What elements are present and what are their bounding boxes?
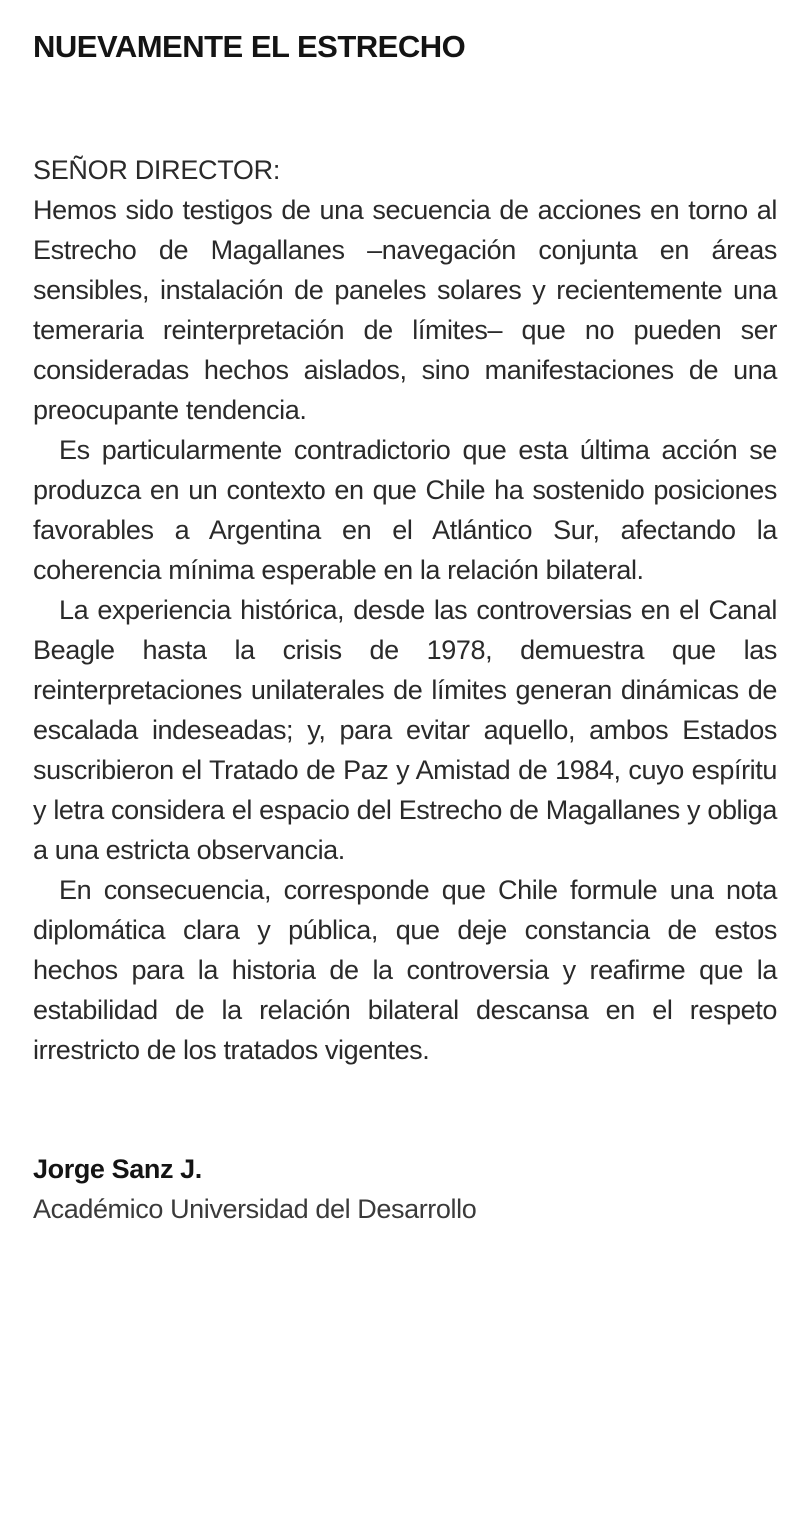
signature-block <box>33 1149 777 1229</box>
paragraph-3: La experiencia histórica, desde las controversias en el Canal Beagle hasta la crisis de 1978, demuestra que las reinterpretaciones unilaterales de límites generan dinámicas de escalada indeseadas; y, para evitar aquello, ambos Estados suscribieron el Tratado de Paz y Amistad de 1984, cuyo espíritu y letra considera el espacio del Estrecho de Magallanes y obliga a una estricta observancia. <box>33 595 777 865</box>
author-name: Jorge Sanz J. <box>33 1154 202 1184</box>
paragraph-1: Hemos sido testigos de una secuencia de acciones en torno al Estrecho de Magallanes –navegación conjunta en áreas sensibles, instalación de paneles solares y recientemente una temeraria reinterpretación de límites– que no pueden ser consideradas hechos aislados, sino manifestaciones de una preocupante tendencia. <box>33 195 777 425</box>
letter-to-editor <box>33 22 777 1229</box>
letter-headline: NUEVAMENTE EL ESTRECHO <box>33 29 466 64</box>
paragraph-4: En consecuencia, corresponde que Chile formule una nota diplomática clara y pública, que deje constancia de estos hechos para la historia de la controversia y reafirme que la estabilidad de la relación bilateral descansa en el respeto irrestricto de los tratados vigentes. <box>33 875 777 1065</box>
salutation: SEÑOR DIRECTOR: <box>33 155 281 185</box>
author-affiliation: Académico Universidad del Desarrollo <box>33 1194 477 1224</box>
letter-body <box>33 190 777 1070</box>
paragraph-2: Es particularmente contradictorio que esta última acción se produzca en un contexto en que Chile ha sostenido posiciones favorables a Argentina en el Atlántico Sur, afectando la coherencia mínima esperable en la relación bilateral. <box>33 435 777 585</box>
